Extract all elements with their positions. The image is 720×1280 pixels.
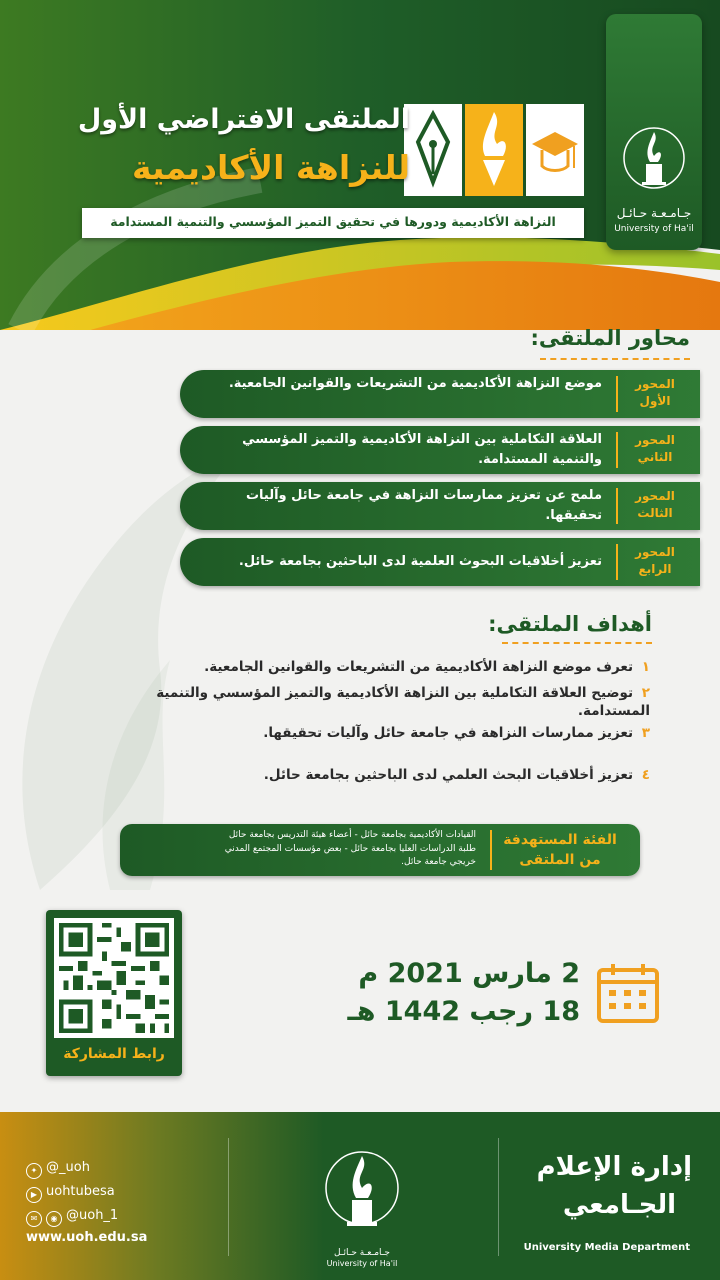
goal-number-2: ٢ — [641, 685, 650, 701]
footer-divider — [228, 1138, 229, 1256]
axis-label-3 — [616, 488, 692, 524]
goal-text-3: تعزيز ممارسات النزاهة في جامعة حائل وآليات تحقيقها. — [263, 725, 634, 741]
footer-logo-name-ar: جـامـعـة حـائـل — [334, 1248, 390, 1258]
audience-label — [490, 830, 628, 870]
axis-text-4: تعزيز أخلاقيات البحوث العلمية لدى الباحثين بجامعة حائل. — [238, 554, 602, 569]
axis-text-1: موضع النزاهة الأكاديمية من التشريعات والقوانين الجامعية. — [228, 376, 602, 391]
footer — [0, 1112, 720, 1280]
qr-code[interactable] — [54, 918, 174, 1038]
goal-item-4 — [130, 766, 650, 784]
axis-row-1 — [180, 370, 700, 418]
qr-code-icon — [54, 918, 174, 1038]
audience-list — [130, 829, 476, 870]
date-gregorian: 2 مارس 2021 م — [358, 958, 580, 989]
torch-icon — [465, 104, 523, 196]
footer-divider — [498, 1138, 499, 1256]
social-youtube[interactable] — [26, 1184, 115, 1203]
department-name-en: University Media Department — [523, 1242, 690, 1253]
axis-label-1-line1: المحور — [635, 377, 675, 391]
audience-label-line1: الفئة المستهدفة — [503, 832, 617, 848]
logo-name-en: University of Ha'il — [614, 224, 694, 234]
department-name-ar-line1: إدارة الإعلام — [536, 1152, 692, 1182]
axis-text-3: ملمح عن تعزيز ممارسات النزاهة في جامعة حائل وآليات تحقيقها. — [245, 488, 602, 523]
audience-line: طلبة الدراسات العليا بجامعة حائل - بعض مؤسسات المجتمع المدني — [224, 843, 476, 854]
axis-label-2-line1: المحور — [635, 433, 675, 447]
axis-row-3 — [180, 482, 700, 530]
axis-label-2-line2: الثاني — [637, 450, 673, 464]
goal-item-3 — [130, 724, 650, 742]
axis-label-1-line2: الأول — [639, 394, 671, 408]
axis-row-2 — [180, 426, 700, 474]
social-twitter[interactable] — [26, 1160, 90, 1179]
social-handle[interactable]: @uoh_1 — [66, 1208, 119, 1223]
university-emblem-icon — [322, 1142, 402, 1246]
logo-name-ar: جـامـعـة حـائـل — [616, 206, 692, 220]
registration-link-label[interactable]: رابط المشاركة — [63, 1046, 165, 1062]
goal-number-4: ٤ — [641, 767, 650, 783]
goal-number-3: ٣ — [641, 725, 650, 741]
goals-heading: أهداف الملتقى: — [488, 612, 652, 636]
audience-line: خريجي جامعة حائل. — [401, 857, 476, 867]
axis-label-3-line1: المحور — [635, 489, 675, 503]
axis-label-4 — [616, 544, 692, 580]
twitter-handle[interactable]: @_uoh — [46, 1160, 90, 1175]
instagram-icon: ◉ — [46, 1211, 62, 1227]
title-line-1: الملتقى الافتراضي الأول — [77, 104, 410, 135]
audience-line: القيادات الأكاديمية بجامعة حائل - أعضاء هيئة التدريس بجامعة حائل — [228, 830, 476, 840]
header-banner — [0, 0, 720, 330]
axis-row-4 — [180, 538, 700, 586]
date-hijri: 18 رجب 1442 هـ — [347, 996, 580, 1027]
graduation-cap-icon — [526, 104, 584, 196]
goal-item-1 — [130, 658, 650, 676]
axis-label-4-line2: الرابع — [638, 562, 672, 576]
goals-heading-underline — [502, 642, 652, 644]
footer-university-logo — [322, 1142, 402, 1268]
website-link[interactable]: www.uoh.edu.sa — [26, 1230, 148, 1245]
audience-label-line2: من الملتقى — [519, 852, 601, 868]
university-emblem-icon — [620, 122, 688, 202]
youtube-icon: ▶ — [26, 1187, 42, 1203]
axis-label-2 — [616, 432, 692, 468]
axis-label-1 — [616, 376, 692, 412]
header-icon-tiles — [404, 104, 584, 196]
goal-number-1: ١ — [641, 659, 650, 675]
goal-text-1: تعرف موضع النزاهة الأكاديمية من التشريعات والقوانين الجامعية. — [204, 659, 634, 675]
axis-label-3-line2: الثالث — [637, 506, 673, 520]
university-logo-card — [606, 14, 702, 250]
subtitle: النزاهة الأكاديمية ودورها في تحقيق التميز المؤسسي والتنمية المستدامة — [110, 214, 556, 229]
calendar-icon — [596, 962, 660, 1024]
department-name-ar-line2: الجـامعي — [562, 1190, 676, 1220]
axes-heading-underline — [540, 358, 690, 360]
axes-heading: محاور الملتقى: — [530, 326, 690, 350]
twitter-icon: ✦ — [26, 1163, 42, 1179]
axis-label-4-line1: المحور — [635, 545, 675, 559]
goal-text-4: تعزيز أخلاقيات البحث العلمي لدى الباحثين بجامعة حائل. — [263, 767, 634, 783]
pen-nib-icon — [404, 104, 462, 196]
title-line-2: للنزاهة الأكاديمية — [132, 148, 410, 187]
snapchat-icon: ✉ — [26, 1211, 42, 1227]
social-other[interactable] — [26, 1208, 118, 1227]
subtitle-bar — [82, 208, 584, 238]
goal-item-2 — [130, 684, 650, 720]
axis-text-2: العلاقة التكاملية بين النزاهة الأكاديمية والتميز المؤسسي والتنمية المستدامة. — [242, 432, 602, 467]
footer-logo-name-en: University of Ha'il — [326, 1259, 398, 1268]
goal-text-2: توضيح العلاقة التكاملية بين النزاهة الأكاديمية والتميز المؤسسي والتنمية المستدامة. — [156, 685, 650, 719]
target-audience-box — [120, 824, 640, 876]
registration-qr-card[interactable] — [46, 910, 182, 1076]
youtube-handle[interactable]: uohtubesa — [46, 1184, 115, 1199]
